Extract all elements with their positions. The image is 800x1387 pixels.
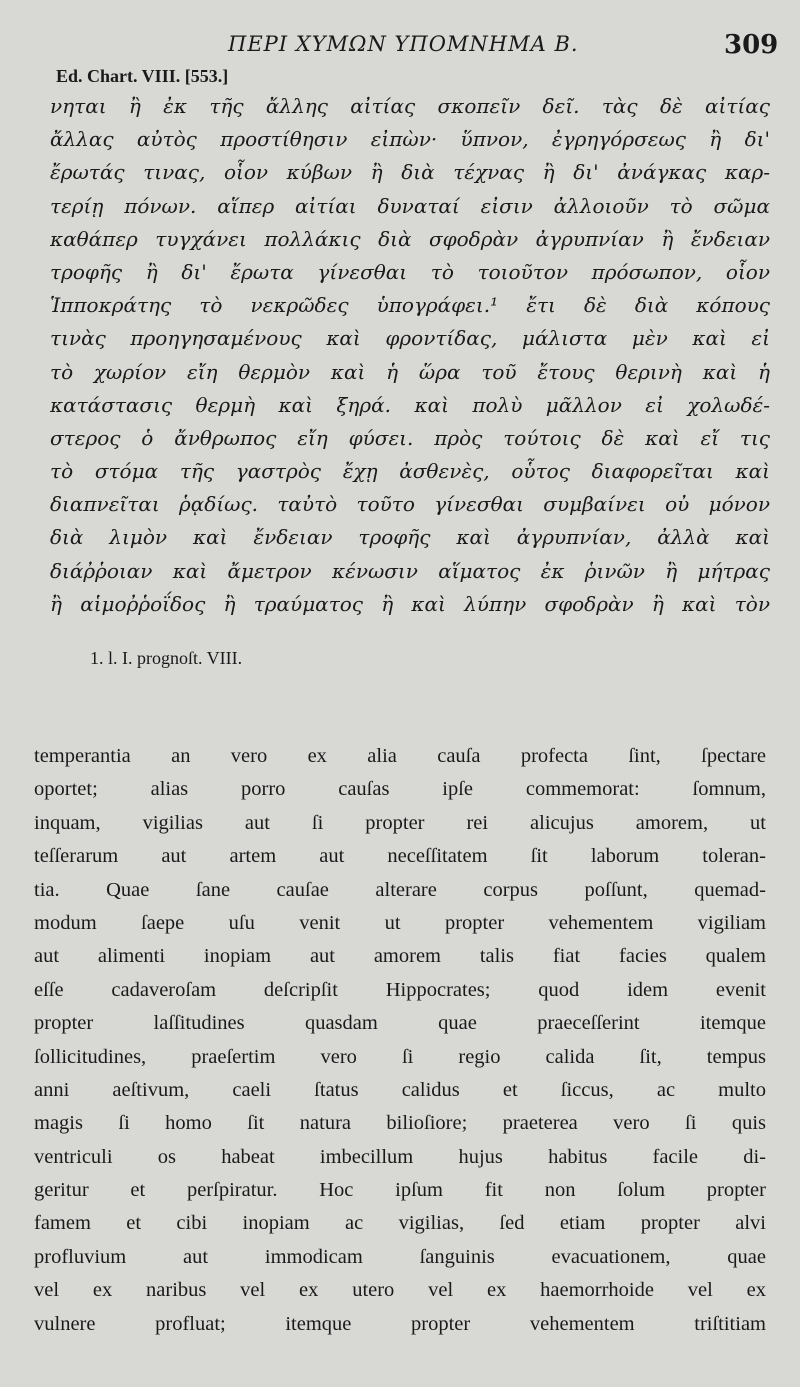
latin-line: magis ſi homo ſit natura bilioſiore; praeterea vero ſi quis [34,1112,766,1135]
greek-line: ἢ αἱμοῤῥοΐδος ἢ τραύματος ἢ καὶ λύπην σφοδρὰν ἢ καὶ τὸν [50,591,770,616]
greek-line: τερίῃ πόνων. αἵπερ αἰτίαι δυναταί εἰσιν ἀλλοιοῦν τὸ σῶμα [50,193,770,218]
greek-line: καθάπερ τυγχάνει πολλάκις διὰ σφοδρὰν ἀγρυπνίαν ἢ ἔνδειαν [50,226,770,251]
latin-line: teſſerarum aut artem aut neceſſitatem ſit laborum toleran- [34,845,766,868]
latin-line: inquam, vigilias aut ſi propter rei alicujus amorem, ut [34,811,766,834]
greek-line: στερος ὁ ἄνθρωπος εἴη φύσει. πρὸς τούτοις δὲ καὶ εἴ τις [50,425,770,450]
latin-line: profluvium aut immodicam ſanguinis evacuationem, quae [34,1245,766,1268]
latin-line: tia. Quae ſane cauſae alterare corpus poſſunt, quemad- [34,878,766,901]
greek-line: τροφῆς ἢ δι' ἔρωτα γίνεσθαι τὸ τοιοῦτον πρόσωπον, οἷον [50,259,770,284]
latin-line: famem et cibi inopiam ac vigilias, ſed etiam propter alvi [34,1212,766,1235]
latin-line: aut alimenti inopiam aut amorem talis fiat facies qualem [34,945,766,968]
running-title: ΠΕΡΙ ΧΥΜΩΝ ΥΠΟΜΝΗΜΑ Β. [228,32,579,56]
greek-line: Ἱπποκράτης τὸ νεκρῶδες ὑπογράφει.¹ ἔτι δὲ διὰ κόπους [50,293,770,318]
footnote: 1. l. I. prognoſt. VIII. [90,648,243,668]
latin-line: vel ex naribus vel ex utero vel ex haemorrhoide vel ex [34,1279,766,1302]
greek-line: νηται ἢ ἐκ τῆς ἄλλης αἰτίας σκοπεῖν δεῖ. τὰς δὲ αἰτίας [50,94,770,118]
latin-line: ſollicitudines, praeſertim vero ſi regio calida ſit, tempus [34,1045,766,1068]
latin-line: geritur et perſpiratur. Hoc ipſum fit non ſolum propter [34,1179,766,1202]
greek-line: ἔρωτάς τινας, οἷον κύβων ἢ διὰ τέχνας ἢ δι' ἀνάγκας καρ- [50,160,770,185]
latin-line: eſſe cadaveroſam deſcripſit Hippocrates; quod idem evenit [34,978,766,1001]
latin-line: propter laſſitudines quasdam quae praeceſſerint itemque [34,1012,766,1035]
greek-line: κατάστασις θερμὴ καὶ ξηρά. καὶ πολὺ μᾶλλον εἰ χολωδέ- [50,392,770,417]
greek-line: διὰ λιμὸν καὶ ἔνδειαν τροφῆς καὶ ἀγρυπνίαν, ἀλλὰ καὶ [50,525,770,550]
latin-line: oportet; alias porro cauſas ipſe commemorat: ſomnum, [34,778,766,801]
running-head [0,30,800,66]
page-number: 309 [724,30,779,60]
greek-line: τινὰς προηγησαμένους καὶ φροντίδας, μάλιστα μὲν καὶ εἰ [50,326,770,351]
greek-text-block [50,90,770,621]
latin-text-block [34,740,766,1341]
latin-line: ventriculi os habeat imbecillum hujus habitus facile di- [34,1145,766,1168]
greek-line: τὸ στόμα τῆς γαστρὸς ἔχῃ ἀσθενὲς, οὗτος διαφορεῖται καὶ [50,459,770,484]
greek-line: τὸ χωρίον εἴη θερμὸν καὶ ἡ ὥρα τοῦ ἔτους θερινὴ καὶ ἡ [50,359,770,384]
edition-reference: Ed. Chart. VIII. [553.] [56,66,229,86]
greek-line: διάῤῥοιαν καὶ ἄμετρον κένωσιν αἵματος ἐκ ῥινῶν ἢ μήτρας [50,558,770,583]
latin-line: anni aeſtivum, caeli ſtatus calidus et ſiccus, ac multo [34,1078,766,1101]
greek-line: διαπνεῖται ῥᾳδίως. ταὐτὸ τοῦτο γίνεσθαι συμβαίνει οὐ μόνον [50,492,770,517]
latin-line: temperantia an vero ex alia cauſa profecta ſint, ſpectare [34,745,766,767]
greek-line: ἄλλας αὐτὸς προστίθησιν εἰπὼν· ὕπνον, ἐγρηγόρσεως ἢ δι' [50,127,770,152]
latin-line: vulnere profluat; itemque propter vehementem triſtitiam [34,1312,766,1335]
latin-line: modum ſaepe uſu venit ut propter vehementem vigiliam [34,911,766,934]
